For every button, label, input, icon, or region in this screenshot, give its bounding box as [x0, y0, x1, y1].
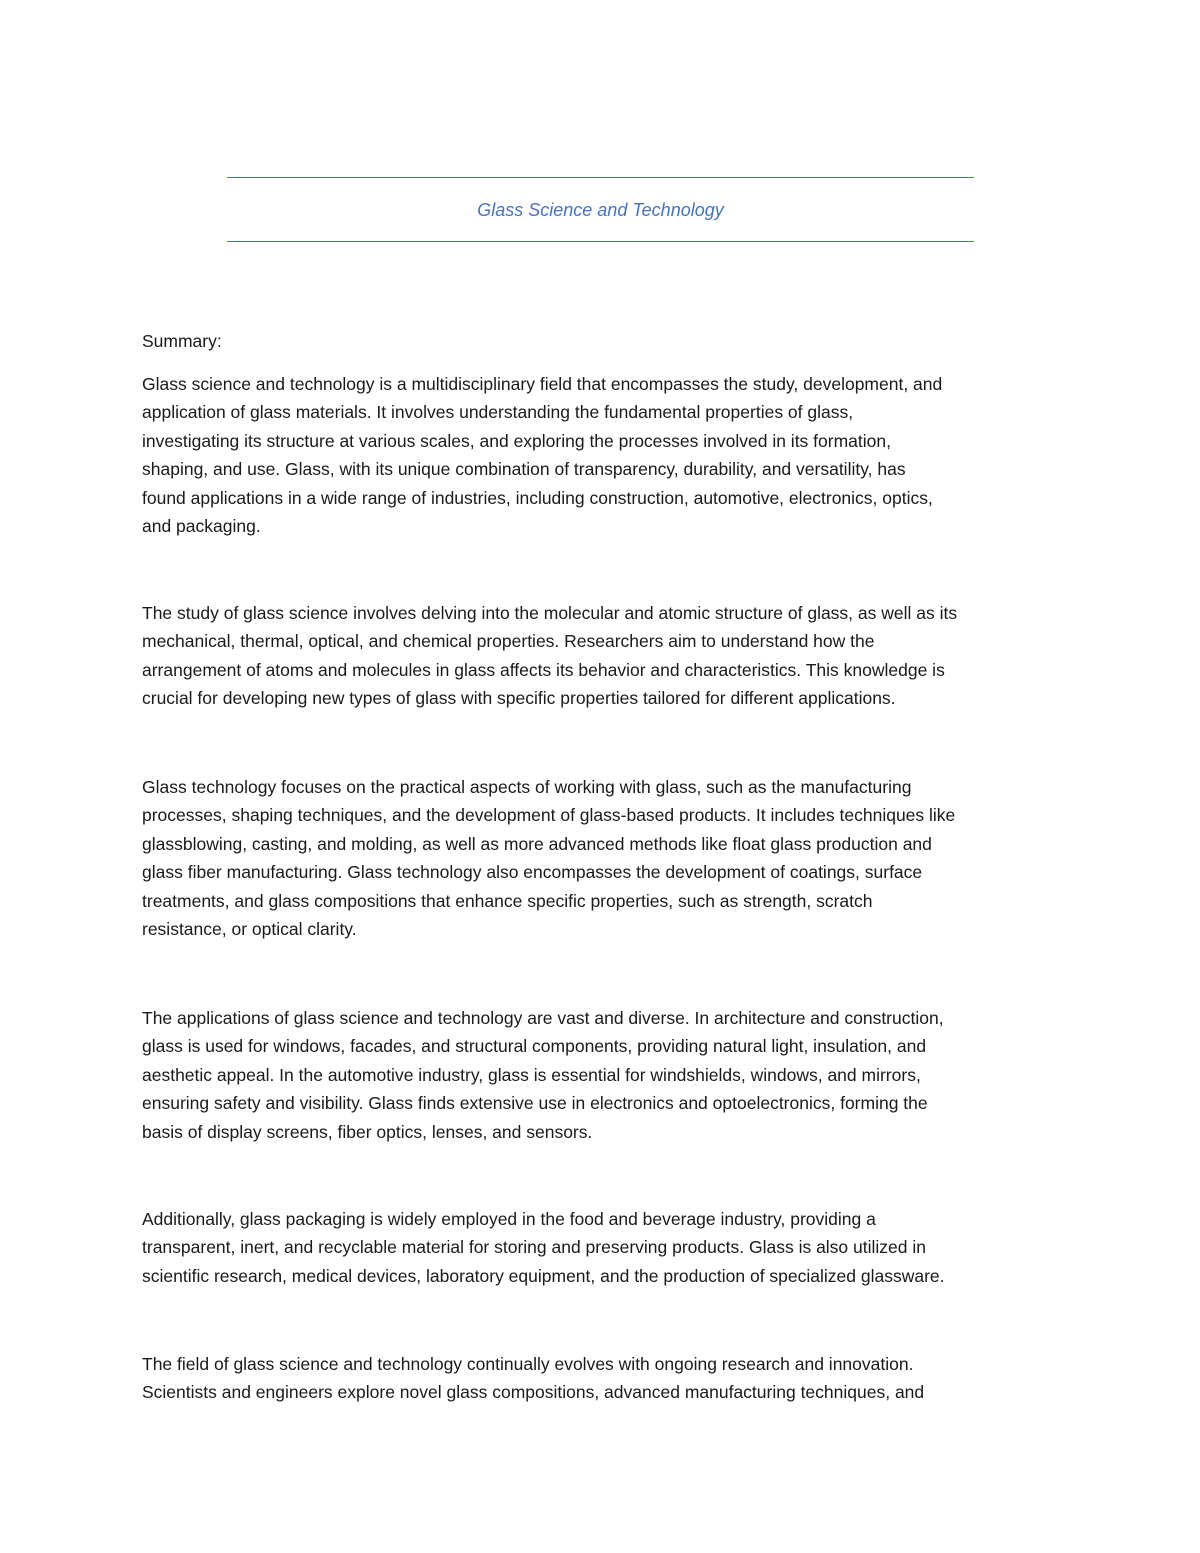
paragraph-4 — [142, 1004, 1062, 1146]
document-title: Glass Science and Technology — [477, 200, 724, 220]
paragraph-3 — [142, 773, 1062, 943]
text-line: Glass science and technology is a multidisciplinary field that encompasses the study, development, and — [142, 374, 943, 394]
text-line: transparent, inert, and recyclable material for storing and preserving products. Glass is also utilized in — [142, 1237, 926, 1258]
text-line: glass is used for windows, facades, and structural components, providing natural light, insulation, and — [142, 1036, 927, 1057]
text-line: processes, shaping techniques, and the development of glass-based products. It includes techniques like — [142, 805, 956, 826]
paragraph-5 — [142, 1205, 1062, 1290]
title-block — [227, 175, 974, 243]
paragraph-1 — [142, 370, 1062, 540]
text-line: glass fiber manufacturing. Glass technology also encompasses the development of coatings, surface — [142, 862, 923, 883]
text-line: arrangement of atoms and molecules in glass affects its behavior and characteristics. This knowledge is — [142, 659, 945, 680]
paragraph-2 — [142, 599, 1062, 713]
text-line: found applications in a wide range of industries, including construction, automotive, electronics, optics, — [142, 487, 933, 508]
text-line: aesthetic appeal. In the automotive industry, glass is essential for windshields, windows, and mirrors, — [142, 1064, 921, 1085]
text-line: Scientists and engineers explore novel glass compositions, advanced manufacturing techniques, and — [142, 1382, 925, 1403]
text-line: ensuring safety and visibility. Glass finds extensive use in electronics and optoelectronics, forming the — [142, 1093, 928, 1114]
text-line: mechanical, thermal, optical, and chemical properties. Researchers aim to understand how the — [142, 631, 875, 652]
text-line: Additionally, glass packaging is widely employed in the food and beverage industry, providing a — [142, 1209, 876, 1229]
text-line: The applications of glass science and technology are vast and diverse. In architecture and construction, — [142, 1008, 944, 1028]
summary-label: Summary: — [142, 331, 222, 351]
text-line: glassblowing, casting, and molding, as well as more advanced methods like float glass production and — [142, 833, 932, 854]
text-line: scientific research, medical devices, laboratory equipment, and the production of specialized glassware. — [142, 1265, 945, 1286]
text-line: The study of glass science involves delving into the molecular and atomic structure of glass, as well as its — [142, 603, 958, 623]
text-line: investigating its structure at various scales, and exploring the processes involved in its formation, — [142, 430, 891, 451]
text-line: resistance, or optical clarity. — [142, 919, 357, 940]
title-top-rule — [227, 177, 974, 178]
text-line: basis of display screens, fiber optics, lenses, and sensors. — [142, 1121, 593, 1142]
text-line: treatments, and glass compositions that enhance specific properties, such as strength, scratch — [142, 890, 873, 911]
paragraph-6 — [142, 1350, 1062, 1407]
text-line: Glass technology focuses on the practical aspects of working with glass, such as the manufacturing — [142, 777, 912, 797]
text-line: and packaging. — [142, 516, 261, 537]
text-line: shaping, and use. Glass, with its unique combination of transparency, durability, and versatility, has — [142, 459, 906, 480]
text-line: crucial for developing new types of glass with specific properties tailored for different applications. — [142, 688, 896, 709]
text-line: The field of glass science and technology continually evolves with ongoing research and innovation. — [142, 1354, 914, 1374]
title-bottom-rule — [227, 241, 974, 242]
text-line: application of glass materials. It involves understanding the fundamental properties of glass, — [142, 402, 854, 423]
